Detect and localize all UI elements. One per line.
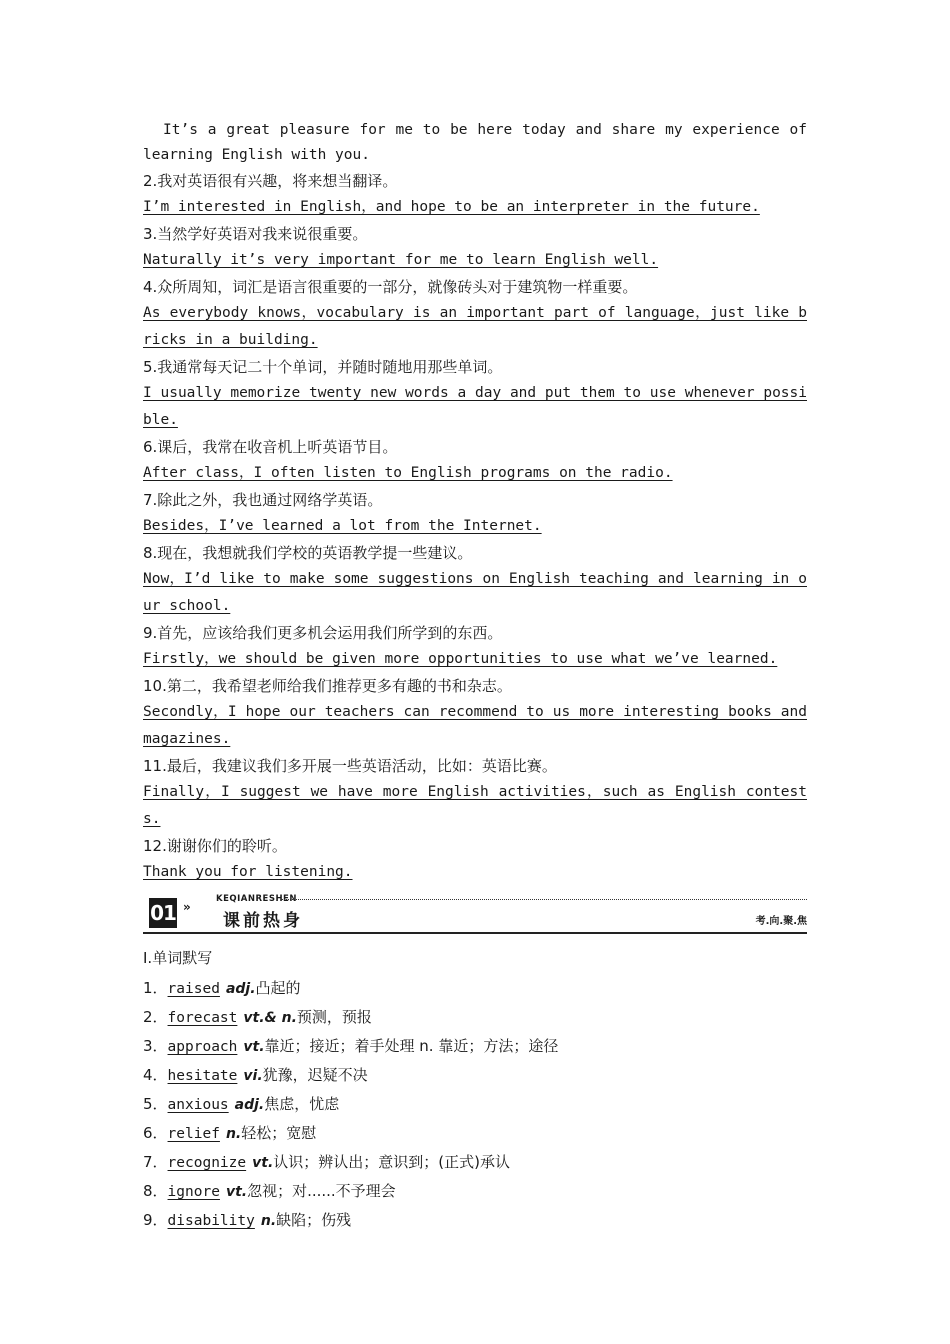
vocab-row — [143, 1003, 807, 1032]
part-of-speech: vt.& n. — [243, 1010, 297, 1026]
vocab-row — [143, 974, 807, 1003]
section-pinyin: KEQIANRESHEN — [216, 894, 297, 904]
vocab-number: 2． — [143, 1008, 168, 1026]
part-of-speech: n. — [260, 1213, 277, 1229]
question-item: 3.当然学好英语对我来说很重要。 — [143, 225, 368, 243]
answer-item: Secondly，I hope our teachers can recommend to us more interesting books and magazines. — [143, 704, 807, 747]
question-item: 10.第二，我希望老师给我们推荐更多有趣的书和杂志。 — [143, 677, 512, 695]
vocab-meaning: 焦虑，忧虑 — [264, 1095, 340, 1113]
vocab-word: anxious — [167, 1097, 229, 1113]
question-item: 5.我通常每天记二十个单词，并随时随地用那些单词。 — [143, 358, 503, 376]
vocab-word: hesitate — [167, 1068, 238, 1084]
vocab-number: 3． — [143, 1037, 168, 1055]
question-item: 2.我对英语很有兴趣，将来想当翻译。 — [143, 172, 398, 190]
translation-list — [143, 169, 807, 886]
vocab-meaning: 凸起的 — [255, 979, 301, 997]
subsection-heading: Ⅰ.单词默写 — [143, 949, 213, 967]
question-item: 12.谢谢你们的聆听。 — [143, 837, 287, 855]
answer-item: Naturally it’s very important for me to learn English well. — [143, 252, 659, 268]
vocab-number: 6． — [143, 1124, 168, 1142]
part-of-speech: vt. — [252, 1155, 274, 1171]
vocab-word: recognize — [167, 1155, 247, 1171]
answer-item: As everybody knows，vocabulary is an important part of language，just like bricks in a building. — [143, 305, 807, 348]
vocab-meaning: 忽视；对......不予理会 — [247, 1182, 396, 1200]
answer-item: I’m interested in English，and hope to be an interpreter in the future. — [143, 199, 760, 215]
vocab-word: relief — [167, 1126, 220, 1142]
question-item: 9.首先，应该给我们更多机会运用我们所学到的东西。 — [143, 624, 503, 642]
vocab-number: 7． — [143, 1153, 168, 1171]
answer-item: Thank you for listening. — [143, 864, 353, 880]
document-page — [143, 118, 807, 1235]
question-item: 11.最后，我建议我们多开展一些英语活动，比如：英语比赛。 — [143, 757, 557, 775]
vocab-word: disability — [167, 1213, 255, 1229]
vocab-row — [143, 1206, 807, 1235]
chevron-icon: » — [183, 900, 191, 914]
answer-item: Besides，I’ve learned a lot from the Internet. — [143, 518, 542, 534]
dotted-divider — [281, 899, 807, 900]
vocab-number: 4． — [143, 1066, 168, 1084]
intro-sentence: It’s a great pleasure for me to be here today and share my experience of learning English with you. — [143, 122, 807, 163]
question-item: 7.除此之外，我也通过网络学英语。 — [143, 491, 383, 509]
vocab-row — [143, 1148, 807, 1177]
question-item: 4.众所周知，词汇是语言很重要的一部分，就像砖头对于建筑物一样重要。 — [143, 278, 638, 296]
question-item: 8.现在，我想就我们学校的英语教学提一些建议。 — [143, 544, 473, 562]
vocab-word: forecast — [167, 1010, 238, 1026]
vocab-list — [143, 974, 807, 1235]
vocab-meaning: 犹豫，迟疑不决 — [262, 1066, 368, 1084]
section-tag: 考.向.聚.焦 — [755, 916, 807, 927]
question-item: 6.课后，我常在收音机上听英语节目。 — [143, 438, 398, 456]
vocab-meaning: 靠近；接近；着手处理 n. 靠近；方法；途径 — [264, 1037, 559, 1055]
vocab-number: 1． — [143, 979, 168, 997]
vocab-meaning: 认识；辨认出；意识到；(正式)承认 — [273, 1153, 510, 1171]
part-of-speech: adj. — [234, 1097, 265, 1113]
vocab-row — [143, 1177, 807, 1206]
answer-item: Firstly，we should be given more opportunities to use what we’ve learned. — [143, 651, 778, 667]
vocab-number: 9． — [143, 1211, 168, 1229]
vocab-word: approach — [167, 1039, 238, 1055]
answer-item: After class，I often listen to English programs on the radio. — [143, 465, 673, 481]
section-number-badge: 01 — [149, 898, 177, 928]
vocab-number: 8． — [143, 1182, 168, 1200]
section-header — [143, 896, 807, 934]
vocab-number: 5． — [143, 1095, 168, 1113]
vocab-meaning: 预测，预报 — [296, 1008, 372, 1026]
part-of-speech: vt. — [225, 1184, 248, 1200]
part-of-speech: vt. — [243, 1039, 265, 1055]
answer-item: Finally，I suggest we have more English activities，such as English contests. — [143, 784, 807, 827]
answer-item: I usually memorize twenty new words a day and put them to use whenever possible. — [143, 385, 807, 428]
vocab-row — [143, 1061, 807, 1090]
vocab-word: raised — [167, 981, 220, 997]
vocab-row — [143, 1032, 807, 1061]
answer-item: Now，I’d like to make some suggestions on English teaching and learning in our school. — [143, 571, 807, 614]
vocab-word: ignore — [167, 1184, 220, 1200]
vocab-meaning: 轻松；宽慰 — [241, 1124, 317, 1142]
part-of-speech: n. — [225, 1126, 242, 1142]
section-title: 课前热身 — [223, 911, 303, 931]
vocab-meaning: 缺陷；伤残 — [276, 1211, 352, 1229]
part-of-speech: adj. — [225, 981, 256, 997]
vocab-row — [143, 1090, 807, 1119]
vocab-row — [143, 1119, 807, 1148]
part-of-speech: vi. — [243, 1068, 263, 1084]
